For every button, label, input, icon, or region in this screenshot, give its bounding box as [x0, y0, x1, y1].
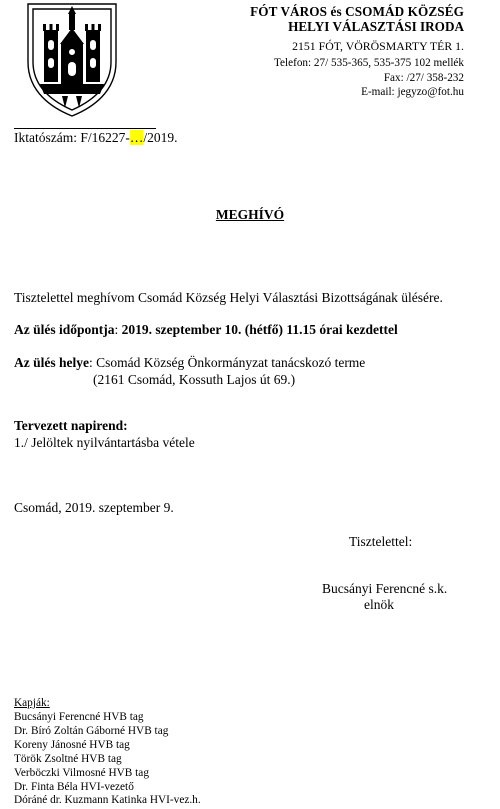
place-separator: : — [89, 355, 97, 370]
document-title: MEGHÍVÓ — [215, 207, 285, 222]
agenda-heading: Tervezett napirend: — [14, 418, 128, 433]
org-phone: Telefon: 27/ 535-365, 535-375 102 mellék — [274, 57, 464, 69]
invitation-text: Tisztelettel meghívom Csomád Község Helyi Választási Bizottságának ülésére. — [14, 290, 443, 305]
meeting-place — [14, 355, 365, 371]
time-separator: : — [114, 322, 122, 337]
distribution-item: Török Zsoltné HVB tag — [14, 753, 122, 765]
org-fax: Fax: /27/ 358-232 — [383, 72, 464, 84]
org-name-line2: HELYI VÁLASZTÁSI IRODA — [288, 19, 464, 34]
reference-suffix: /2019. — [143, 130, 178, 145]
distribution-item: Bucsányi Ferencné HVB tag — [14, 711, 144, 723]
time-label: Az ülés időpontja — [14, 322, 115, 337]
distribution-heading: Kapják: — [14, 697, 50, 709]
meeting-time — [14, 322, 398, 338]
org-address: 2151 FÓT, VÖRÖSMARTY TÉR 1. — [292, 39, 464, 53]
signer-name: Bucsányi Ferencné s.k. — [322, 581, 448, 596]
signer-role: elnök — [364, 597, 394, 612]
time-value: 2019. szeptember 10. (hétfő) 11.15 órai kezdettel — [121, 322, 398, 337]
org-name-line1: FÓT VÁROS és CSOMÁD KÖZSÉG — [250, 4, 464, 19]
date-line: Csomád, 2019. szeptember 9. — [14, 500, 174, 515]
distribution-item: Verböczki Vilmosné HVB tag — [14, 767, 149, 779]
distribution-item: Dr. Finta Béla HVI-vezető — [14, 781, 134, 793]
org-email: E-mail: jegyzo@fot.hu — [361, 86, 464, 98]
distribution-item: Dóráné dr. Kuzmann Katinka HVI-vez.h. — [14, 794, 201, 806]
greeting: Tisztelettel: — [349, 534, 413, 549]
agenda-item: 1./ Jelöltek nyilvántartásba vétele — [14, 435, 195, 450]
header-rule — [14, 128, 156, 129]
place-address: (2161 Csomád, Kossuth Lajos út 69.) — [93, 372, 296, 387]
reference-number — [14, 130, 178, 146]
distribution-item: Koreny Jánosné HVB tag — [14, 739, 130, 751]
place-label: Az ülés helye — [14, 355, 89, 370]
distribution-item: Dr. Bíró Zoltán Gáborné HVB tag — [14, 725, 169, 737]
reference-highlight: … — [129, 130, 144, 145]
reference-prefix: Iktatószám: F/16227- — [14, 130, 130, 145]
place-value: Csomád Község Önkormányzat tanácskozó terme — [96, 355, 366, 370]
coat-of-arms-logo — [22, 0, 122, 120]
